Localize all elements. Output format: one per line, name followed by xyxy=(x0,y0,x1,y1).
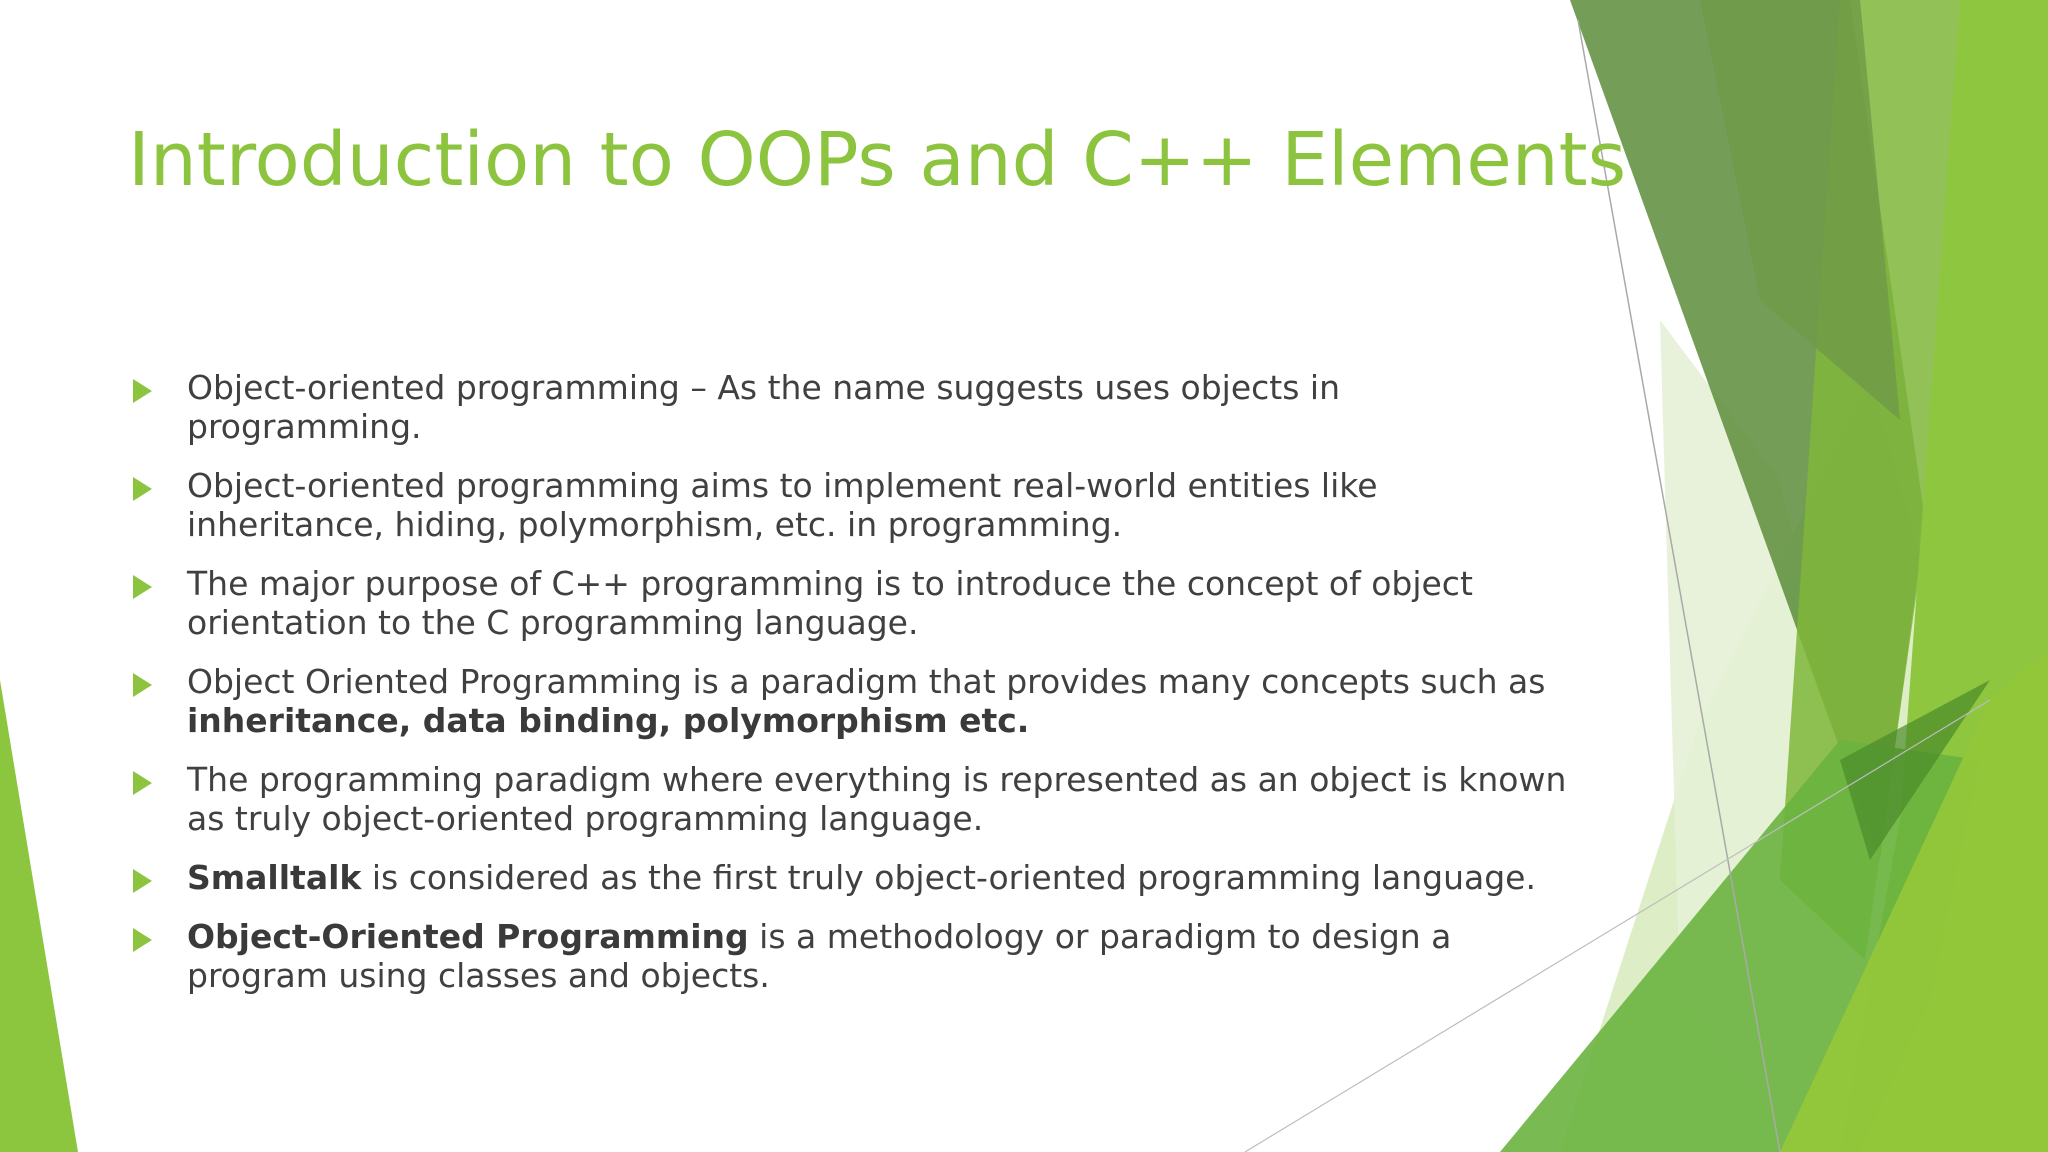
slide-title: Introduction to OOPs and C++ Elements xyxy=(128,117,1627,203)
triangle-right-icon xyxy=(133,869,152,893)
bullet-text xyxy=(187,858,1536,897)
triangle-right-icon xyxy=(133,673,152,697)
triangle-right-icon xyxy=(133,575,152,599)
bullet-item xyxy=(130,662,1570,740)
bullet-item xyxy=(130,858,1570,897)
text-segment: is considered as the first truly object-oriented programming language. xyxy=(361,858,1536,897)
bullet-text xyxy=(187,564,1473,642)
bold-text-segment: inheritance, data binding, polymorphism etc. xyxy=(187,701,1030,740)
text-segment: Object-oriented programming – As the name suggests uses objects in programming. xyxy=(187,368,1340,446)
triangle-right-icon xyxy=(133,771,152,795)
bold-text-segment: Smalltalk xyxy=(187,858,362,897)
bullet-text xyxy=(187,917,1451,995)
bullet-list xyxy=(130,368,1570,1015)
bullet-item xyxy=(130,368,1570,446)
text-segment: The programming paradigm where everything is represented as an object is known as truly object-oriented programming language. xyxy=(187,760,1567,838)
text-segment: The major purpose of C++ programming is to introduce the concept of object orientation to the C programming language. xyxy=(187,564,1473,642)
bullet-item xyxy=(130,466,1570,544)
triangle-right-icon xyxy=(133,928,152,952)
triangle-right-icon xyxy=(133,379,152,403)
bullet-item xyxy=(130,564,1570,642)
bullet-text xyxy=(187,760,1566,838)
bullet-text xyxy=(187,662,1545,740)
triangle-right-icon xyxy=(133,477,152,501)
bullet-item xyxy=(130,917,1570,995)
bullet-text xyxy=(187,466,1378,544)
bold-text-segment: Object-Oriented Programming xyxy=(187,917,749,956)
left-edge-green-sliver xyxy=(0,680,78,1152)
text-segment: Object-oriented programming aims to implement real-world entities like inheritance, hiding, polymorphism, etc. in programming. xyxy=(187,466,1378,544)
bullet-item xyxy=(130,760,1570,838)
text-segment: is a methodology or paradigm to design a program using classes and objects. xyxy=(187,917,1452,995)
text-segment: Object Oriented Programming is a paradigm that provides many concepts such as xyxy=(187,662,1546,701)
bullet-text xyxy=(187,368,1340,446)
